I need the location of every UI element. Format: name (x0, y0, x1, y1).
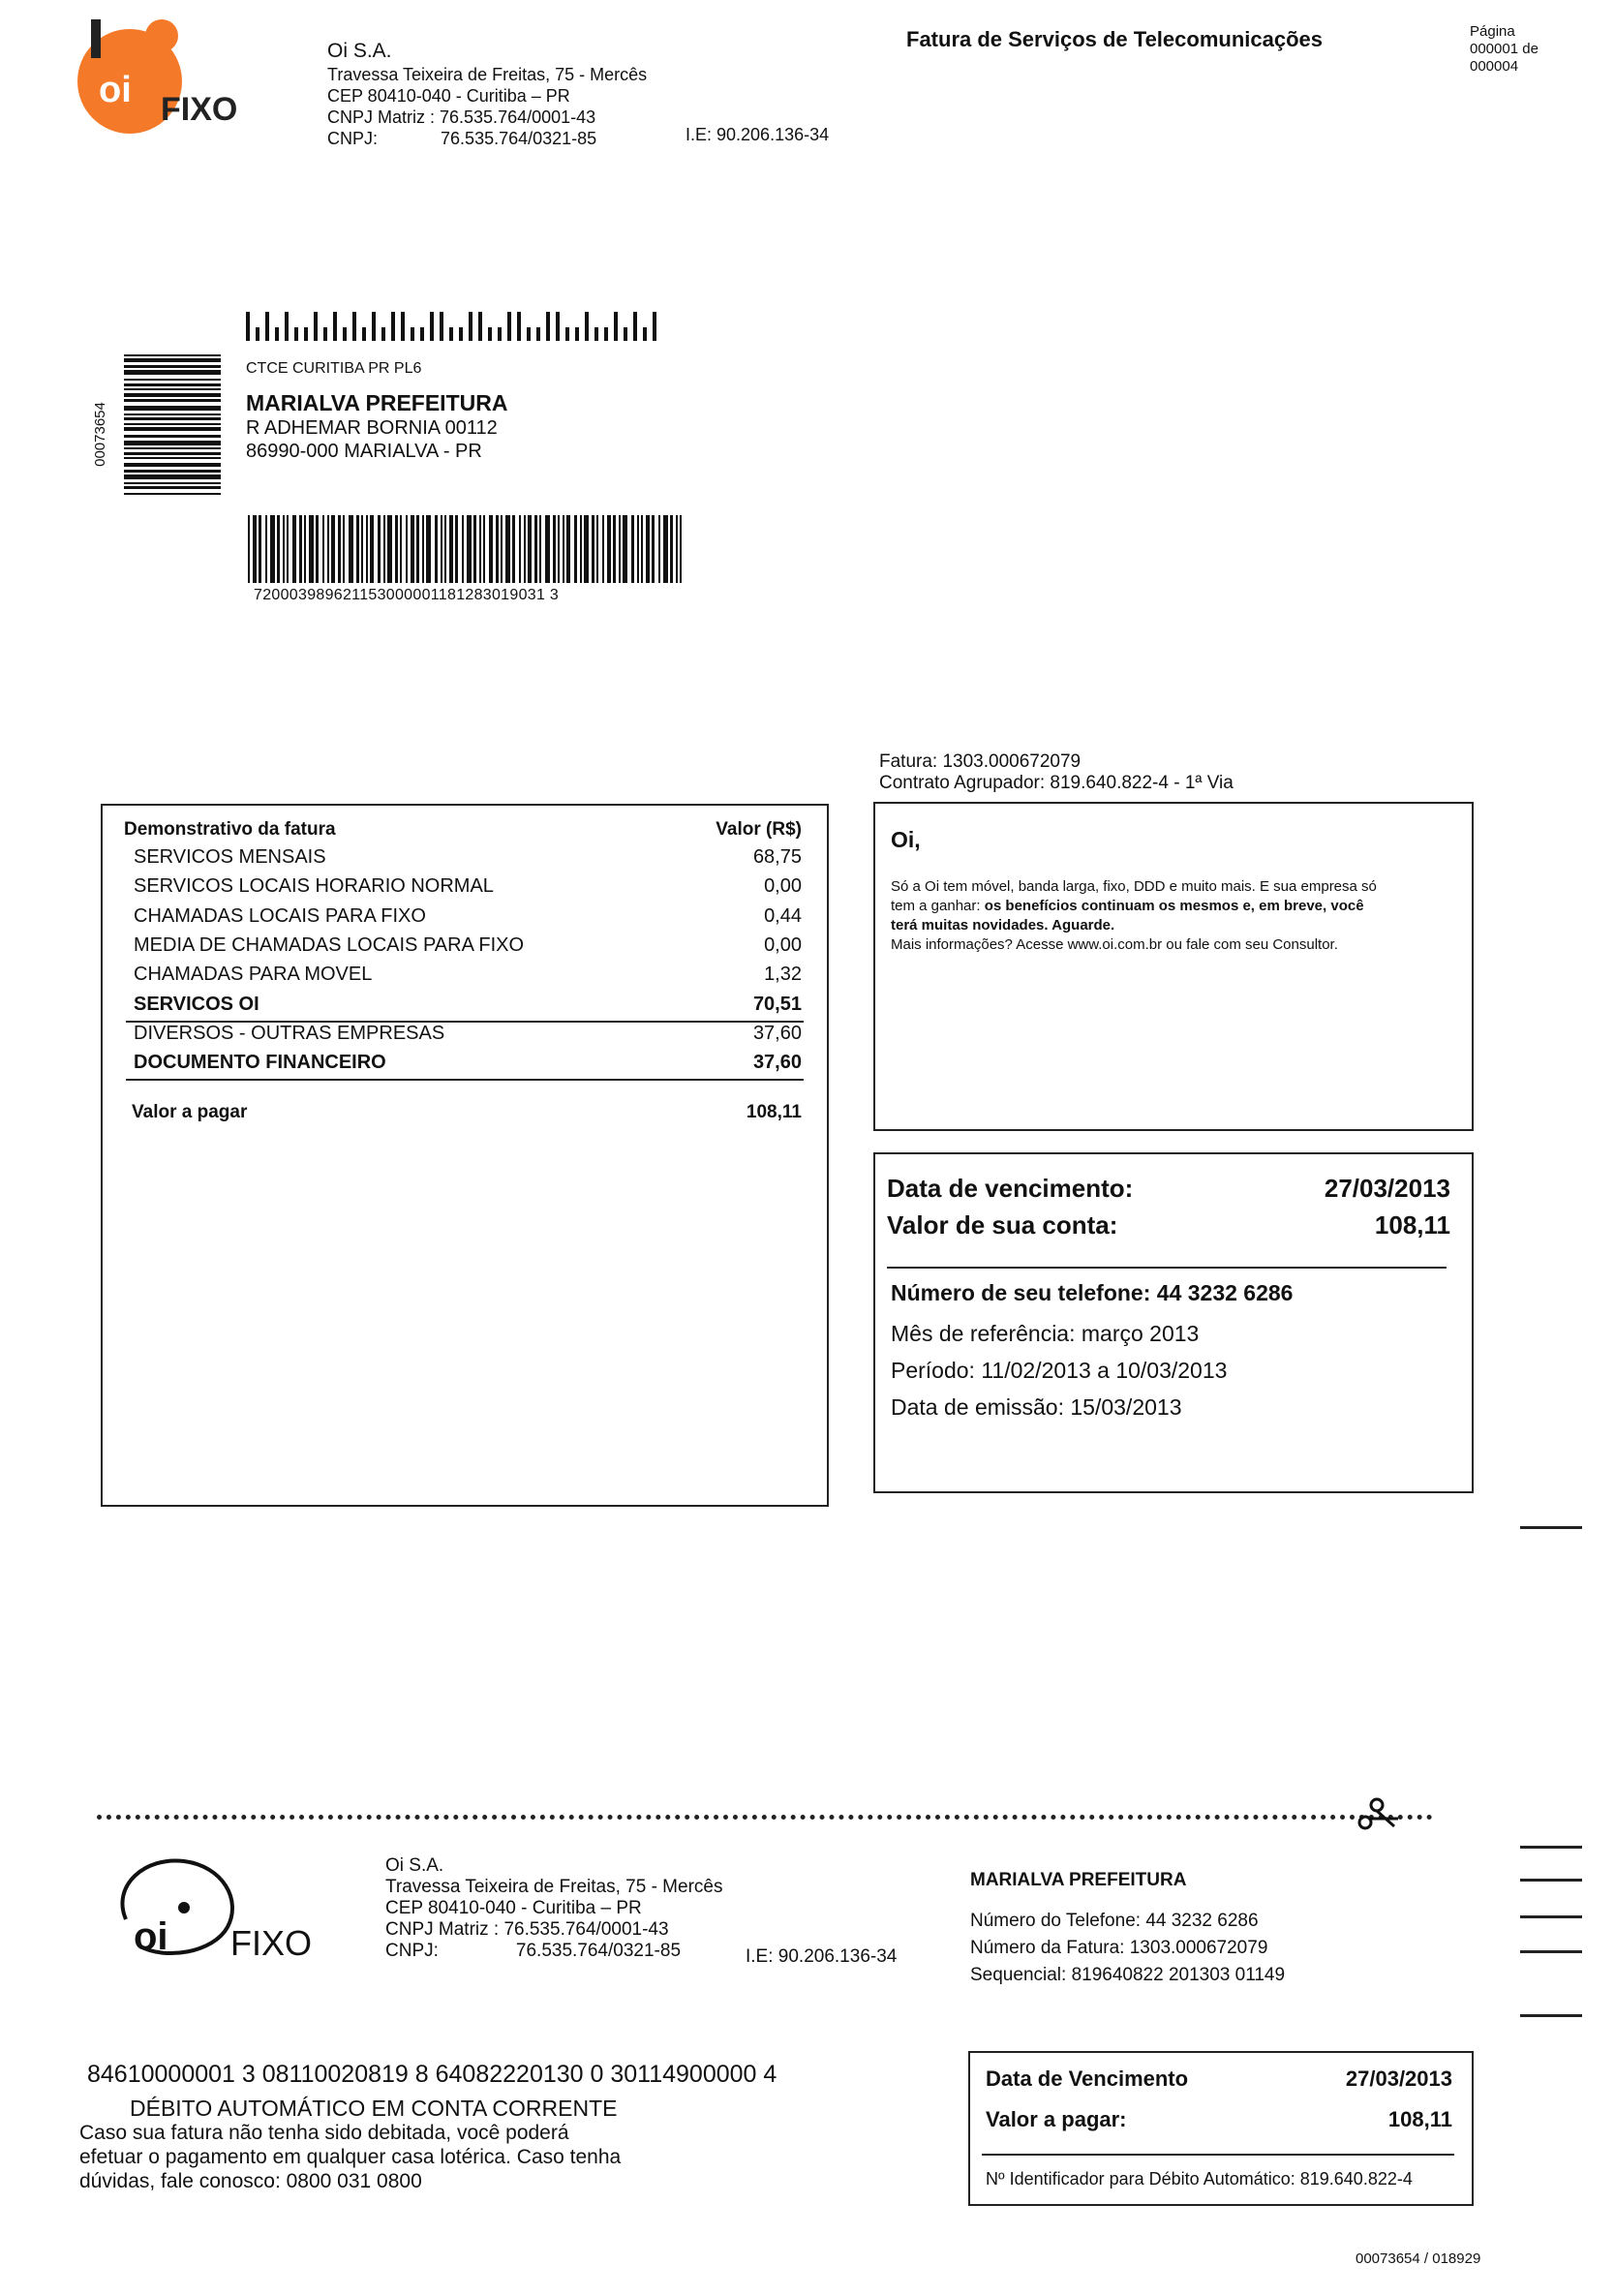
stub-oi-logo (107, 1852, 329, 1968)
due-date-label: Data de vencimento: (887, 1174, 1134, 1203)
addressee-block (246, 389, 507, 463)
reference-month: Mês de referência: março 2013 (891, 1321, 1200, 1346)
message-text: Só a Oi tem móvel, banda larga, fixo, DDD e muito mais. E sua empresa só tem a ganhar: os benefícios continuam os mesmos e, em breve, você terá muitas novidades. Aguarde. Mais informações? Acesse www.oi.com.br ou fale com seu Consultor. (891, 878, 1377, 953)
phone-number: Número de seu telefone: 44 3232 6286 (891, 1280, 1294, 1305)
company-ie: I.E: 90.206.136-34 (686, 125, 830, 144)
stub-customer-info: MARIALVA PREFEITURA Número do Telefone: 44 3232 6286 Número da Fatura: 1303.000672079 Sequencial: 819640822 201303 01149 (970, 1870, 1286, 1985)
oi-logo-text: oi (99, 70, 132, 110)
stub-company-info: Oi S.A. Travessa Teixeira de Freitas, 75 - Mercês CEP 80410-040 - Curitiba – PR CNPJ Matriz : 76.535.764/0001-43 CNPJ: 76.535.764/0321-85 (385, 1855, 723, 1961)
message-greeting: Oi, (891, 827, 921, 852)
billing-period: Período: 11/02/2013 a 10/03/2013 (891, 1358, 1228, 1383)
page-number: Página 000001 de 000004 (1470, 23, 1539, 75)
stub-pay-label: Valor a pagar: (986, 2107, 1127, 2131)
statement-row: SERVICOS LOCAIS HORARIO NORMAL 0,00 (134, 875, 802, 898)
addressee-city: 86990-000 MARIALVA - PR (246, 441, 482, 462)
statement-header: Demonstrativo da fatura Valor (R$) (124, 819, 802, 840)
message-box (873, 802, 1474, 1131)
statement-row: SERVICOS OI 70,51 (134, 993, 802, 1015)
statement-row: DIVERSOS - OUTRAS EMPRESAS 37,60 (134, 1022, 802, 1044)
invoice-statement (101, 804, 829, 1507)
stub-company-ie: I.E: 90.206.136-34 (746, 1946, 898, 1967)
due-date-value: 27/03/2013 (1324, 1174, 1450, 1203)
margin-mark (1520, 1846, 1582, 1849)
company-cnpj: CNPJ: 76.535.764/0321-85 (327, 129, 597, 148)
main-bar-code-number: 720003989621153000001181283019031 3 (254, 587, 560, 603)
fixo-logo-text: FIXO (161, 91, 238, 128)
footer-code: 00073654 / 018929 (1356, 2250, 1481, 2267)
postal-route: CTCE CURITIBA PR PL6 (246, 360, 422, 377)
statement-row: CHAMADAS PARA MOVEL 1,32 (134, 964, 802, 986)
issue-date: Data de emissão: 15/03/2013 (891, 1394, 1182, 1420)
stub-divider (982, 2154, 1454, 2156)
margin-mark (1520, 1950, 1582, 1953)
company-info (327, 39, 647, 149)
addressee-street: R ADHEMAR BORNIA 00112 (246, 417, 498, 439)
addressee-name: MARIALVA PREFEITURA (246, 390, 508, 415)
margin-mark (1520, 2014, 1582, 2017)
stub-note: Caso sua fatura não tenha sido debitada, você poderá efetuar o pagamento em qualquer casa lotérica. Caso tenha dúvidas, fale conosco: 0800 031 0800 (79, 2122, 622, 2192)
invoice-number: Fatura: 1303.000672079 (879, 751, 1082, 772)
digitable-line: 84610000001 3 08110020819 8 64082220130 0 30114900000 4 (87, 2061, 777, 2088)
contract-number: Contrato Agrupador: 819.640.822-4 - 1ª Via (879, 773, 1234, 793)
summary-divider (887, 1267, 1447, 1269)
margin-mark (1520, 1915, 1582, 1918)
amount-label: Valor de sua conta: (887, 1210, 1118, 1240)
scissors-icon (1356, 1797, 1400, 1832)
oi-logo (70, 19, 254, 136)
amount-value: 108,11 (1374, 1210, 1450, 1240)
invoice-reference (879, 751, 1234, 794)
statement-row: SERVICOS MENSAIS 68,75 (134, 846, 802, 868)
stub-pay-value: 108,11 (1387, 2107, 1452, 2131)
statement-row: MEDIA DE CHAMADAS LOCAIS PARA FIXO 0,00 (134, 934, 802, 956)
side-code: 00073654 (91, 402, 108, 467)
company-name: Oi S.A. (327, 40, 392, 62)
postal-bar-code (246, 308, 672, 341)
margin-mark (1520, 1526, 1582, 1529)
stub-fixo-text: FIXO (230, 1923, 313, 1963)
statement-total: Valor a pagar 108,11 (132, 1102, 802, 1122)
company-cnpj-matriz: CNPJ Matriz : 76.535.764/0001-43 (327, 107, 596, 127)
page-title: Fatura de Serviços de Telecomunicações (906, 27, 1323, 51)
cut-line (97, 1815, 1433, 1820)
statement-divider-1 (126, 1021, 804, 1023)
side-bar-code (124, 354, 221, 496)
statement-row: DOCUMENTO FINANCEIRO 37,60 (134, 1052, 802, 1074)
margin-mark (1520, 1879, 1582, 1882)
company-cep: CEP 80410-040 - Curitiba – PR (327, 86, 570, 106)
statement-row: CHAMADAS LOCAIS PARA FIXO 0,44 (134, 904, 802, 927)
company-address: Travessa Teixeira de Freitas, 75 - Mercês (327, 65, 648, 84)
stub-payment-box (968, 2051, 1474, 2206)
stub-due-value: 27/03/2013 (1345, 2066, 1452, 2091)
stub-due-label: Data de Vencimento (986, 2066, 1189, 2091)
stub-oi-text: oi (134, 1915, 168, 1958)
stub-debit-id: Nº Identificador para Débito Automático: 819.640.822-4 (986, 2169, 1413, 2189)
main-bar-code (248, 515, 686, 583)
auto-debit-title: DÉBITO AUTOMÁTICO EM CONTA CORRENTE (130, 2096, 618, 2121)
statement-divider-2 (126, 1079, 804, 1081)
account-summary (873, 1152, 1474, 1493)
